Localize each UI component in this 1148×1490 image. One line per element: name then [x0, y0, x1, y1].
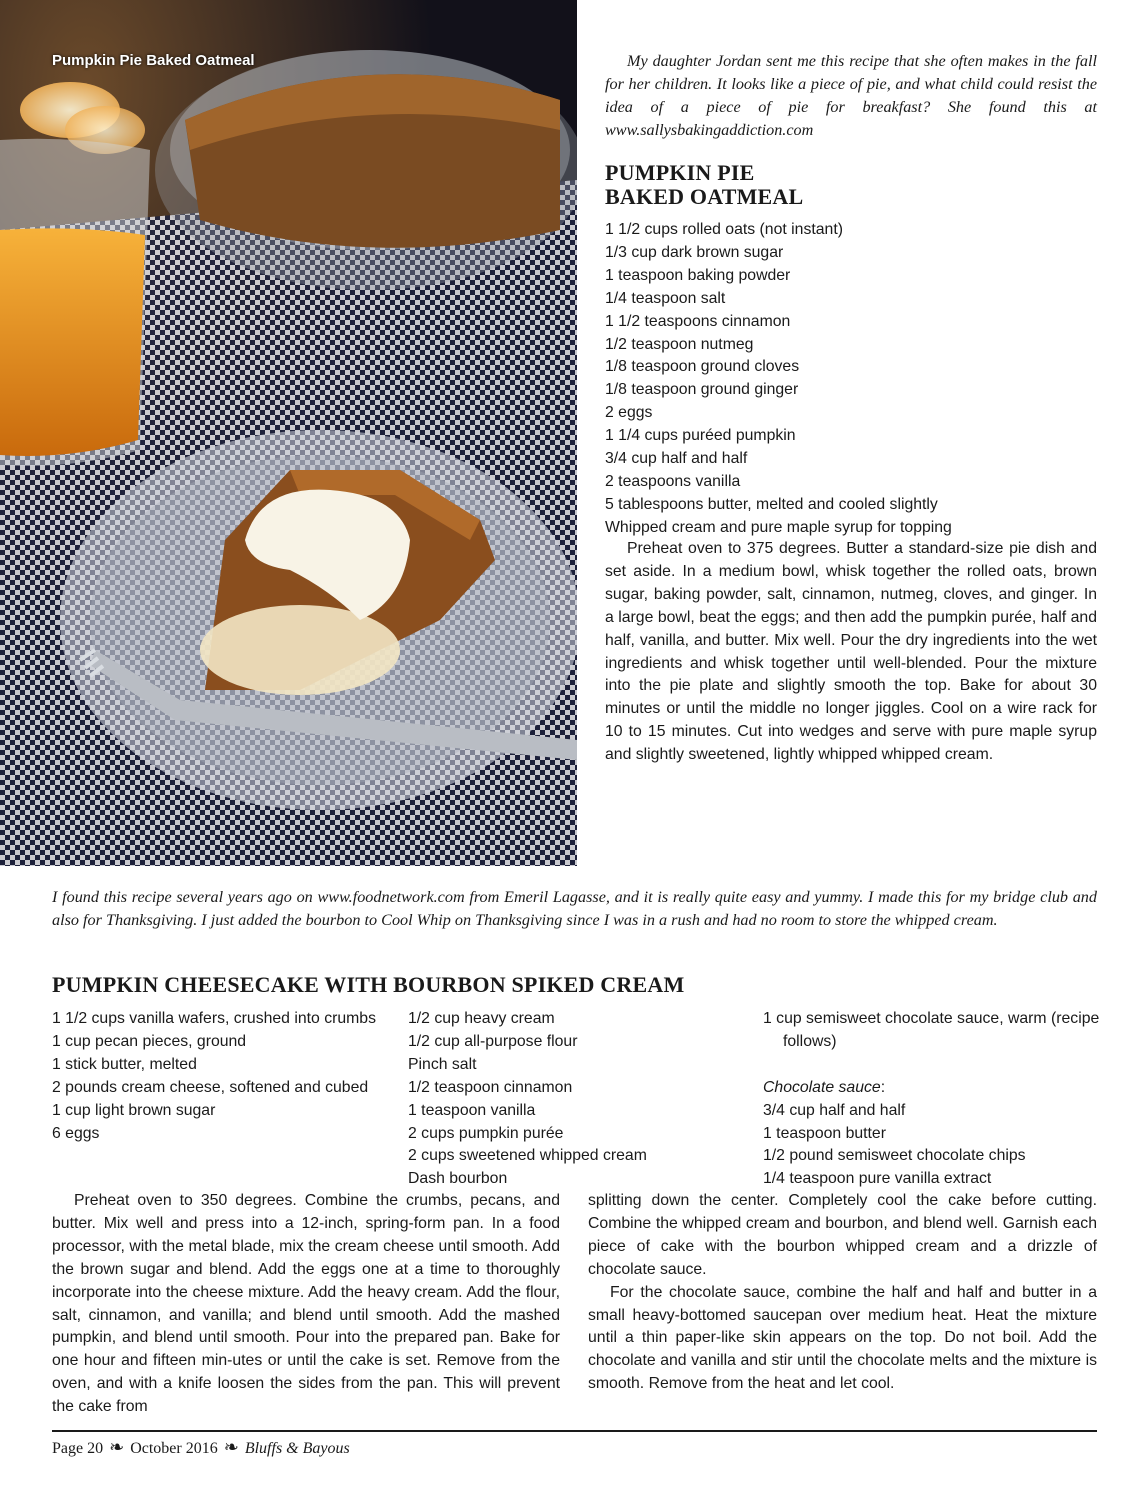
ingredient-item: 1/4 teaspoon pure vanilla extract: [763, 1170, 992, 1188]
photo-illustration: [0, 0, 577, 866]
chocolate-sauce-heading: [763, 1077, 1103, 1100]
recipe2-ingredients-col2: [408, 1008, 748, 1191]
recipe1-ingredient-list: [605, 219, 1097, 540]
ornament-icon: ❧: [223, 1437, 239, 1457]
recipe1-title-line1: PUMPKIN PIE: [605, 160, 755, 185]
ingredient-item: Dash bourbon: [408, 1170, 508, 1188]
ingredient-item: 1 1/2 teaspoons cinnamon: [605, 312, 791, 330]
magazine-name: Bluffs & Bayous: [244, 1440, 350, 1457]
sauce-heading-colon: :: [880, 1078, 886, 1096]
ingredient-item: 1 cup semisweet chocolate sauce, warm (recipe follows): [763, 1010, 1100, 1050]
recipe1-intro: My daughter Jordan sent me this recipe that she often makes in the fall for her children. It looks like a piece of pie, and what child could resist the idea of a piece of pie for breakfast? She found this at www.sallysbakingaddiction.com: [605, 52, 1097, 139]
ingredient-item: 1/2 cup all-purpose flour: [408, 1032, 578, 1050]
ingredient-item: 1/2 cup heavy cream: [408, 1010, 555, 1027]
recipe2-directions-right: [588, 1190, 1097, 1396]
ingredient-item: 5 tablespoons butter, melted and cooled slightly: [605, 495, 938, 513]
recipe2-directions-p1: splitting down the center. Completely cool the cake before cutting. Combine the whipped cream and bourbon, and blend well. Garnish each piece of cake with the bourbon whipped cream and a drizzle of chocolate sauce.: [588, 1192, 1097, 1278]
ingredient-item: 1 teaspoon vanilla: [408, 1101, 536, 1119]
ingredient-item: 2 eggs: [605, 404, 653, 422]
recipe1-title: [605, 161, 1097, 209]
ingredient-item: 1/3 cup dark brown sugar: [605, 243, 784, 261]
page-footer: [52, 1436, 350, 1460]
recipe2-intro: I found this recipe several years ago on www.foodnetwork.com from Emeril Lagasse, and it is really quite easy and yummy. I made this for my bridge club and also for Thanksgiving. I just added the bourbon to Cool Whip on Thanksgiving since I was in a rush and had no room to store the whipped cream.: [52, 888, 1097, 929]
page-number: Page 20: [52, 1440, 104, 1457]
ingredient-item: 1 teaspoon butter: [763, 1124, 886, 1142]
recipe1-title-line2: BAKED OATMEAL: [605, 184, 804, 209]
ingredient-item: 1/8 teaspoon ground cloves: [605, 358, 800, 376]
ingredient-item: 2 teaspoons vanilla: [605, 472, 741, 490]
ingredient-item: Pinch salt: [408, 1055, 477, 1073]
ingredient-item: 3/4 cup half and half: [605, 450, 748, 468]
photo-caption: Pumpkin Pie Baked Oatmeal: [52, 52, 255, 69]
recipe-photo: [0, 0, 577, 866]
recipe2-directions-p2: For the chocolate sauce, combine the half and half and butter in a small heavy-bottomed saucepan over medium heat. Heat the mixture until a thin paper-like skin appears on the top. Do not boil. Add the chocolate and vanilla and stir until the chocolate melts and the mixture is smooth. Remove from the heat and let cool.: [588, 1283, 1097, 1393]
ingredient-item: 1/2 pound semisweet chocolate chips: [763, 1147, 1026, 1165]
recipe2-title: PUMPKIN CHEESECAKE WITH BOURBON SPIKED CREAM: [52, 972, 685, 997]
recipe2-ingredients-col3: [763, 1008, 1103, 1191]
ingredient-item: 3/4 cup half and half: [763, 1101, 906, 1119]
ingredient-item: 1 stick butter, melted: [52, 1055, 197, 1073]
recipe1-directions: Preheat oven to 375 degrees. Butter a standard-size pie dish and set aside. In a medium bowl, whisk together the rolled oats, brown sugar, baking powder, salt, cinnamon, nutmeg, cloves, and ginger. In a large bowl, beat the eggs; and then add the pumpkin purée, half and half, vanilla, and butter. Mix well. Pour the dry ingredients into the wet ingredients and whisk together until well-blended. Pour the mixture into the pie plate and slightly smooth the top. Bake for about 30 minutes or until the middle no longer jiggles. Cool on a wire rack for 10 to 15 minutes. Cut into wedges and serve with pure maple syrup and slightly sweetened, lightly whipped whipped cream.: [605, 540, 1097, 764]
recipe2-ingredients-col1: [52, 1008, 392, 1145]
ingredient-item: 1 cup light brown sugar: [52, 1101, 216, 1119]
ingredient-item: 1/8 teaspoon ground ginger: [605, 381, 799, 399]
issue-date: October 2016: [130, 1440, 218, 1457]
spacer: [763, 1054, 1103, 1077]
ingredient-item: 1 1/4 cups puréed pumpkin: [605, 427, 796, 445]
recipe2-directions-left: Preheat oven to 350 degrees. Combine the crumbs, pecans, and butter. Mix well and press into a 12-inch, spring-form pan. In a food processor, with the metal blade, mix the cream cheese until smooth. Add the brown sugar and blend. Add the eggs one at a time to thoroughly incorporate into the cheese mixture. Add the heavy cream. Add the flour, salt, cinnamon, and vanilla; and blend until smooth. Add the mashed pumpkin, and blend until smooth. Pour into the prepared pan. Bake for one hour and fifteen min-utes or until the cake is set. Remove from the oven, and with a knife loosen the sides from the pan. This will prevent the cake from: [52, 1192, 560, 1416]
ingredient-item: 2 cups sweetened whipped cream: [408, 1147, 647, 1165]
ingredient-item: 1 1/2 cups rolled oats (not instant): [605, 221, 843, 238]
ingredient-item: 1 1/2 cups vanilla wafers, crushed into crumbs: [52, 1010, 376, 1027]
ingredient-item: 2 cups pumpkin purée: [408, 1124, 564, 1142]
ingredient-item: 6 eggs: [52, 1124, 100, 1142]
ingredient-item: 1/4 teaspoon salt: [605, 289, 726, 307]
ingredient-item: 1 cup pecan pieces, ground: [52, 1032, 247, 1050]
ingredient-item: 2 pounds cream cheese, softened and cubed: [52, 1078, 369, 1096]
sauce-heading-text: Chocolate sauce: [763, 1078, 881, 1096]
ingredient-item: Whipped cream and pure maple syrup for topping: [605, 518, 952, 536]
ingredient-item: 1/2 teaspoon cinnamon: [408, 1078, 573, 1096]
ornament-icon: ❧: [109, 1437, 125, 1457]
footer-divider: [52, 1430, 1097, 1432]
ingredient-item: 1/2 teaspoon nutmeg: [605, 335, 754, 353]
ingredient-item: 1 teaspoon baking powder: [605, 266, 791, 284]
